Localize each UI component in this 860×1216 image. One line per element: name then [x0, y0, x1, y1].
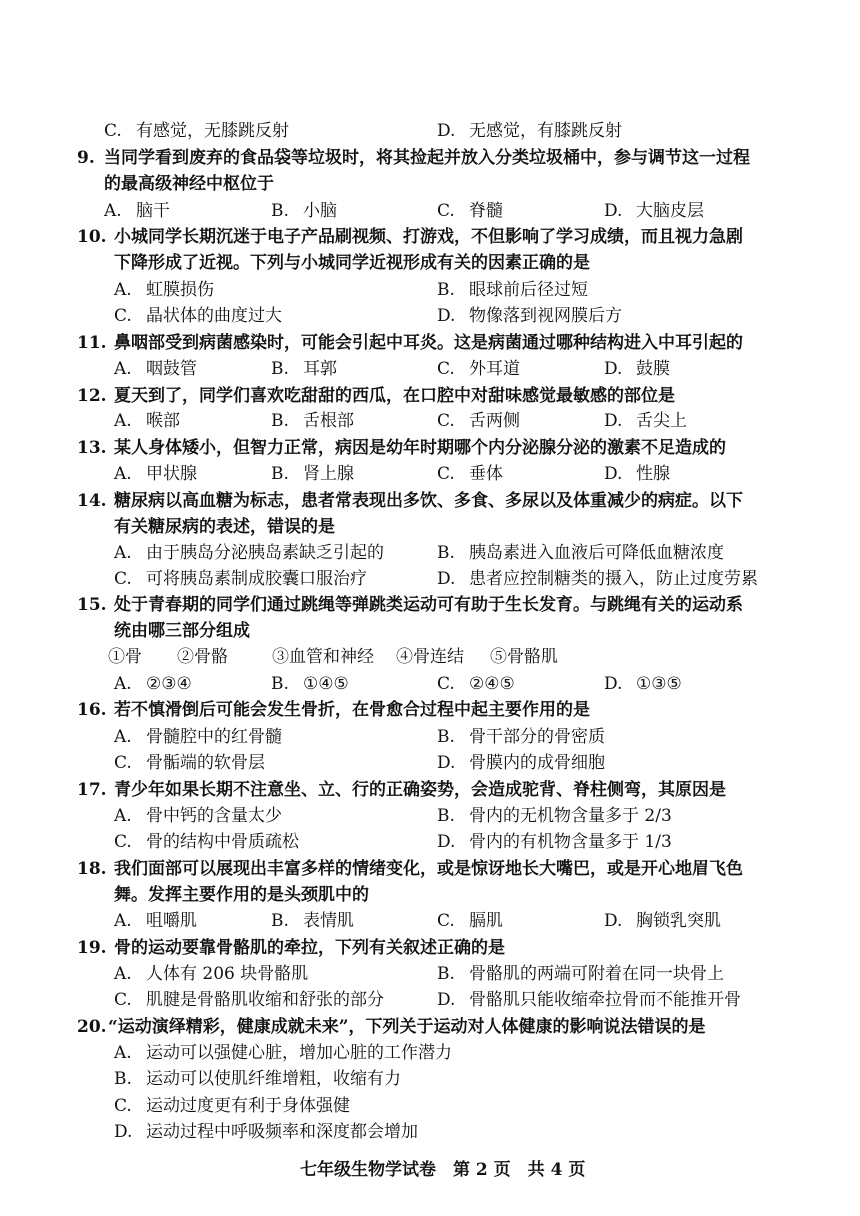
- option-letter: A.: [114, 464, 132, 484]
- question-stem-line: 某人身体矮小，但智力正常，病因是幼年时期哪个内分泌腺分泌的激素不足造成的: [114, 438, 726, 458]
- option-text: 运动过程中呼吸频率和深度都会增加: [146, 1122, 418, 1142]
- page-footer: [0, 1157, 860, 1183]
- option-letter: B.: [271, 464, 289, 484]
- option-letter: B.: [437, 727, 455, 747]
- question-19-stem: [0, 935, 860, 961]
- option-text: 骨骺端的软骨层: [146, 753, 265, 773]
- option-text: 人体有 206 块骨骼肌: [146, 964, 309, 984]
- option-text: 无感觉，有膝跳反射: [469, 121, 622, 141]
- option-text: 骨中钙的含量太少: [146, 806, 282, 826]
- option-letter: D.: [604, 674, 623, 694]
- question-10-stem: [0, 224, 860, 250]
- option-text: 有感觉，无膝跳反射: [136, 121, 289, 141]
- question-number: 11.: [77, 333, 107, 353]
- options-row: [0, 118, 860, 144]
- question-14-stem-cont: [0, 514, 860, 540]
- option-text: 由于胰岛分泌胰岛素缺乏引起的: [146, 543, 384, 563]
- question-11-stem: [0, 330, 860, 356]
- question-9-stem: [0, 145, 860, 171]
- option-text: 咽鼓管: [146, 359, 197, 379]
- option-text: 物像落到视网膜后方: [469, 306, 622, 326]
- question-16-stem: [0, 697, 860, 723]
- option-letter: B.: [271, 201, 289, 221]
- choice-item: ①骨: [108, 647, 142, 667]
- question-stem-line: 下降形成了近视。下列与小城同学近视形成有关的因素正确的是: [114, 253, 590, 273]
- question-20-option-a: [0, 1040, 860, 1066]
- option-text: 骨内的无机物含量多于 2/3: [469, 806, 672, 826]
- option-letter: C.: [114, 1096, 132, 1116]
- choice-item: ③血管和神经: [272, 647, 374, 667]
- option-text: 肌腱是骨骼肌收缩和舒张的部分: [146, 990, 384, 1010]
- option-letter: B.: [271, 411, 289, 431]
- option-letter: A.: [114, 359, 132, 379]
- option-letter: C.: [104, 121, 122, 141]
- question-12-options: [0, 408, 860, 434]
- option-text: 表情肌: [303, 911, 354, 931]
- question-number: 13.: [77, 438, 107, 458]
- question-20-option-c: [0, 1093, 860, 1119]
- question-number: 15.: [77, 595, 107, 615]
- option-text: 脊髓: [469, 201, 503, 221]
- question-stem-line: 糖尿病以高血糖为标志，患者常表现出多饮、多食、多尿以及体重减少的病症。以下: [114, 491, 743, 511]
- option-letter: C.: [437, 359, 455, 379]
- question-18-options: [0, 908, 860, 934]
- choice-item: ⑤骨骼肌: [490, 647, 558, 667]
- question-17-stem: [0, 777, 860, 803]
- option-text: 患者应控制糖类的摄入，防止过度劳累: [469, 569, 758, 589]
- option-text: 小脑: [303, 201, 337, 221]
- option-letter: D.: [437, 121, 456, 141]
- option-letter: C.: [437, 911, 455, 931]
- option-letter: B.: [271, 911, 289, 931]
- choice-item: ④骨连结: [396, 647, 464, 667]
- option-text: 骨骼肌只能收缩牵拉骨而不能推开骨: [469, 990, 741, 1010]
- option-text: 大脑皮层: [636, 201, 704, 221]
- option-letter: B.: [437, 964, 455, 984]
- option-text: 胸锁乳突肌: [636, 911, 721, 931]
- question-10-stem-cont: [0, 250, 860, 276]
- option-letter: D.: [437, 569, 456, 589]
- option-letter: A.: [104, 201, 122, 221]
- option-letter: C.: [437, 411, 455, 431]
- question-10-options-ab: [0, 277, 860, 303]
- question-number: 10.: [77, 227, 107, 247]
- question-number: 14.: [77, 491, 107, 511]
- option-letter: B.: [437, 543, 455, 563]
- question-stem-line: 处于青春期的同学们通过跳绳等弹跳类运动可有助于生长发育。与跳绳有关的运动系: [114, 595, 743, 615]
- question-number: 9.: [77, 148, 95, 168]
- question-20-stem: [0, 1014, 860, 1040]
- option-text: 可将胰岛素制成胶囊口服治疗: [146, 569, 367, 589]
- option-letter: C.: [114, 832, 132, 852]
- question-9-stem-cont: [0, 171, 860, 197]
- option-text: ①③⑤: [636, 674, 682, 694]
- option-letter: D.: [604, 464, 623, 484]
- option-letter: B.: [114, 1069, 132, 1089]
- question-stem-line: 骨的运动要靠骨骼肌的牵拉，下列有关叙述正确的是: [114, 938, 505, 958]
- option-text: ②④⑤: [469, 674, 515, 694]
- option-letter: B.: [437, 280, 455, 300]
- question-stem-line: 有关糖尿病的表述，错误的是: [114, 517, 335, 537]
- question-stem-line: “运动演绎精彩，健康成就未来”，下列关于运动对人体健康的影响说法错误的是: [108, 1017, 706, 1037]
- question-17-options-cd: [0, 829, 860, 855]
- option-letter: C.: [437, 201, 455, 221]
- question-stem-line: 的最高级神经中枢位于: [104, 174, 274, 194]
- option-letter: D.: [604, 411, 623, 431]
- option-letter: C.: [114, 306, 132, 326]
- option-letter: A.: [114, 727, 132, 747]
- option-text: 外耳道: [469, 359, 520, 379]
- option-text: 咀嚼肌: [146, 911, 197, 931]
- option-letter: A.: [114, 543, 132, 563]
- option-letter: D.: [437, 990, 456, 1010]
- question-15-items: [0, 644, 860, 670]
- option-letter: C.: [437, 464, 455, 484]
- option-text: 眼球前后径过短: [469, 280, 588, 300]
- question-14-stem: [0, 488, 860, 514]
- option-letter: C.: [437, 674, 455, 694]
- option-letter: D.: [437, 753, 456, 773]
- question-19-options-ab: [0, 961, 860, 987]
- option-text: ②③④: [146, 674, 192, 694]
- question-stem-line: 若不慎滑倒后可能会发生骨折，在骨愈合过程中起主要作用的是: [114, 700, 590, 720]
- option-letter: B.: [271, 359, 289, 379]
- question-14-options-ab: [0, 540, 860, 566]
- question-stem-line: 鼻咽部受到病菌感染时，可能会引起中耳炎。这是病菌通过哪种结构进入中耳引起的: [114, 333, 743, 353]
- question-12-stem: [0, 383, 860, 409]
- option-letter: A.: [114, 411, 132, 431]
- option-letter: A.: [114, 1043, 132, 1063]
- option-text: 喉部: [146, 411, 180, 431]
- question-stem-line: 夏天到了，同学们喜欢吃甜甜的西瓜，在口腔中对甜味感觉最敏感的部位是: [114, 386, 675, 406]
- option-text: 甲状腺: [146, 464, 197, 484]
- question-stem-line: 当同学看到废弃的食品袋等垃圾时，将其捡起并放入分类垃圾桶中，参与调节这一过程: [104, 148, 750, 168]
- option-text: 舌根部: [303, 411, 354, 431]
- option-text: 运动可以使肌纤维增粗，收缩有力: [146, 1069, 401, 1089]
- option-text: 肾上腺: [303, 464, 354, 484]
- option-text: 骨干部分的骨密质: [469, 727, 605, 747]
- option-letter: C.: [114, 753, 132, 773]
- question-16-options-ab: [0, 724, 860, 750]
- option-letter: D.: [604, 359, 623, 379]
- question-19-options-cd: [0, 987, 860, 1013]
- question-stem-line: 我们面部可以展现出丰富多样的情绪变化，或是惊讶地长大嘴巴，或是开心地眉飞色: [114, 859, 743, 879]
- question-15-options: [0, 671, 860, 697]
- option-letter: A.: [114, 280, 132, 300]
- question-16-options-cd: [0, 750, 860, 776]
- option-text: 骨的结构中骨质疏松: [146, 832, 299, 852]
- option-text: 垂体: [469, 464, 503, 484]
- option-text: 骨骼肌的两端可附着在同一块骨上: [469, 964, 724, 984]
- option-letter: A.: [114, 674, 132, 694]
- question-9-options: [0, 198, 860, 224]
- option-letter: B.: [271, 674, 289, 694]
- question-14-options-cd: [0, 566, 860, 592]
- question-number: 12.: [77, 386, 107, 406]
- option-text: 运动过度更有利于身体强健: [146, 1096, 350, 1116]
- choice-item: ②骨骼: [177, 647, 228, 667]
- question-13-options: [0, 461, 860, 487]
- question-number: 19.: [77, 938, 107, 958]
- option-text: 骨膜内的成骨细胞: [469, 753, 605, 773]
- option-letter: B.: [437, 806, 455, 826]
- option-letter: A.: [114, 964, 132, 984]
- question-number: 16.: [77, 700, 107, 720]
- question-15-stem-cont: [0, 618, 860, 644]
- option-letter: D.: [437, 832, 456, 852]
- option-text: 晶状体的曲度过大: [146, 306, 282, 326]
- option-text: 性腺: [636, 464, 670, 484]
- option-letter: D.: [114, 1122, 133, 1142]
- question-stem-line: 小城同学长期沉迷于电子产品刷视频、打游戏，不但影响了学习成绩，而且视力急剧: [114, 227, 743, 247]
- option-text: 运动可以强健心脏，增加心脏的工作潜力: [146, 1043, 452, 1063]
- question-10-options-cd: [0, 303, 860, 329]
- question-20-option-b: [0, 1066, 860, 1092]
- question-11-options: [0, 356, 860, 382]
- option-letter: A.: [114, 911, 132, 931]
- option-text: 膈肌: [469, 911, 503, 931]
- question-13-stem: [0, 435, 860, 461]
- question-number: 17.: [77, 780, 107, 800]
- option-text: 虹膜损伤: [146, 280, 214, 300]
- question-18-stem: [0, 856, 860, 882]
- option-letter: D.: [437, 306, 456, 326]
- option-letter: C.: [114, 990, 132, 1010]
- page-footer-text: 七年级生物学试卷 第 2 页 共 4 页: [300, 1160, 586, 1180]
- option-text: 骨内的有机物含量多于 1/3: [469, 832, 672, 852]
- option-text: 脑干: [136, 201, 170, 221]
- option-text: 耳郭: [303, 359, 337, 379]
- question-number: 20.: [77, 1017, 107, 1037]
- option-letter: D.: [604, 201, 623, 221]
- option-text: 胰岛素进入血液后可降低血糖浓度: [469, 543, 724, 563]
- question-stem-line: 统由哪三部分组成: [114, 621, 250, 641]
- option-letter: C.: [114, 569, 132, 589]
- question-number: 18.: [77, 859, 107, 879]
- option-text: 鼓膜: [636, 359, 670, 379]
- option-text: 骨髓腔中的红骨髓: [146, 727, 282, 747]
- question-17-options-ab: [0, 803, 860, 829]
- option-text: 舌两侧: [469, 411, 520, 431]
- option-text: ①④⑤: [303, 674, 349, 694]
- option-letter: A.: [114, 806, 132, 826]
- option-letter: D.: [604, 911, 623, 931]
- question-stem-line: 青少年如果长期不注意坐、立、行的正确姿势，会造成驼背、脊柱侧弯，其原因是: [114, 780, 726, 800]
- question-18-stem-cont: [0, 882, 860, 908]
- question-15-stem: [0, 592, 860, 618]
- question-stem-line: 舞。发挥主要作用的是头颈肌中的: [114, 885, 369, 905]
- question-20-option-d: [0, 1119, 860, 1145]
- option-text: 舌尖上: [636, 411, 687, 431]
